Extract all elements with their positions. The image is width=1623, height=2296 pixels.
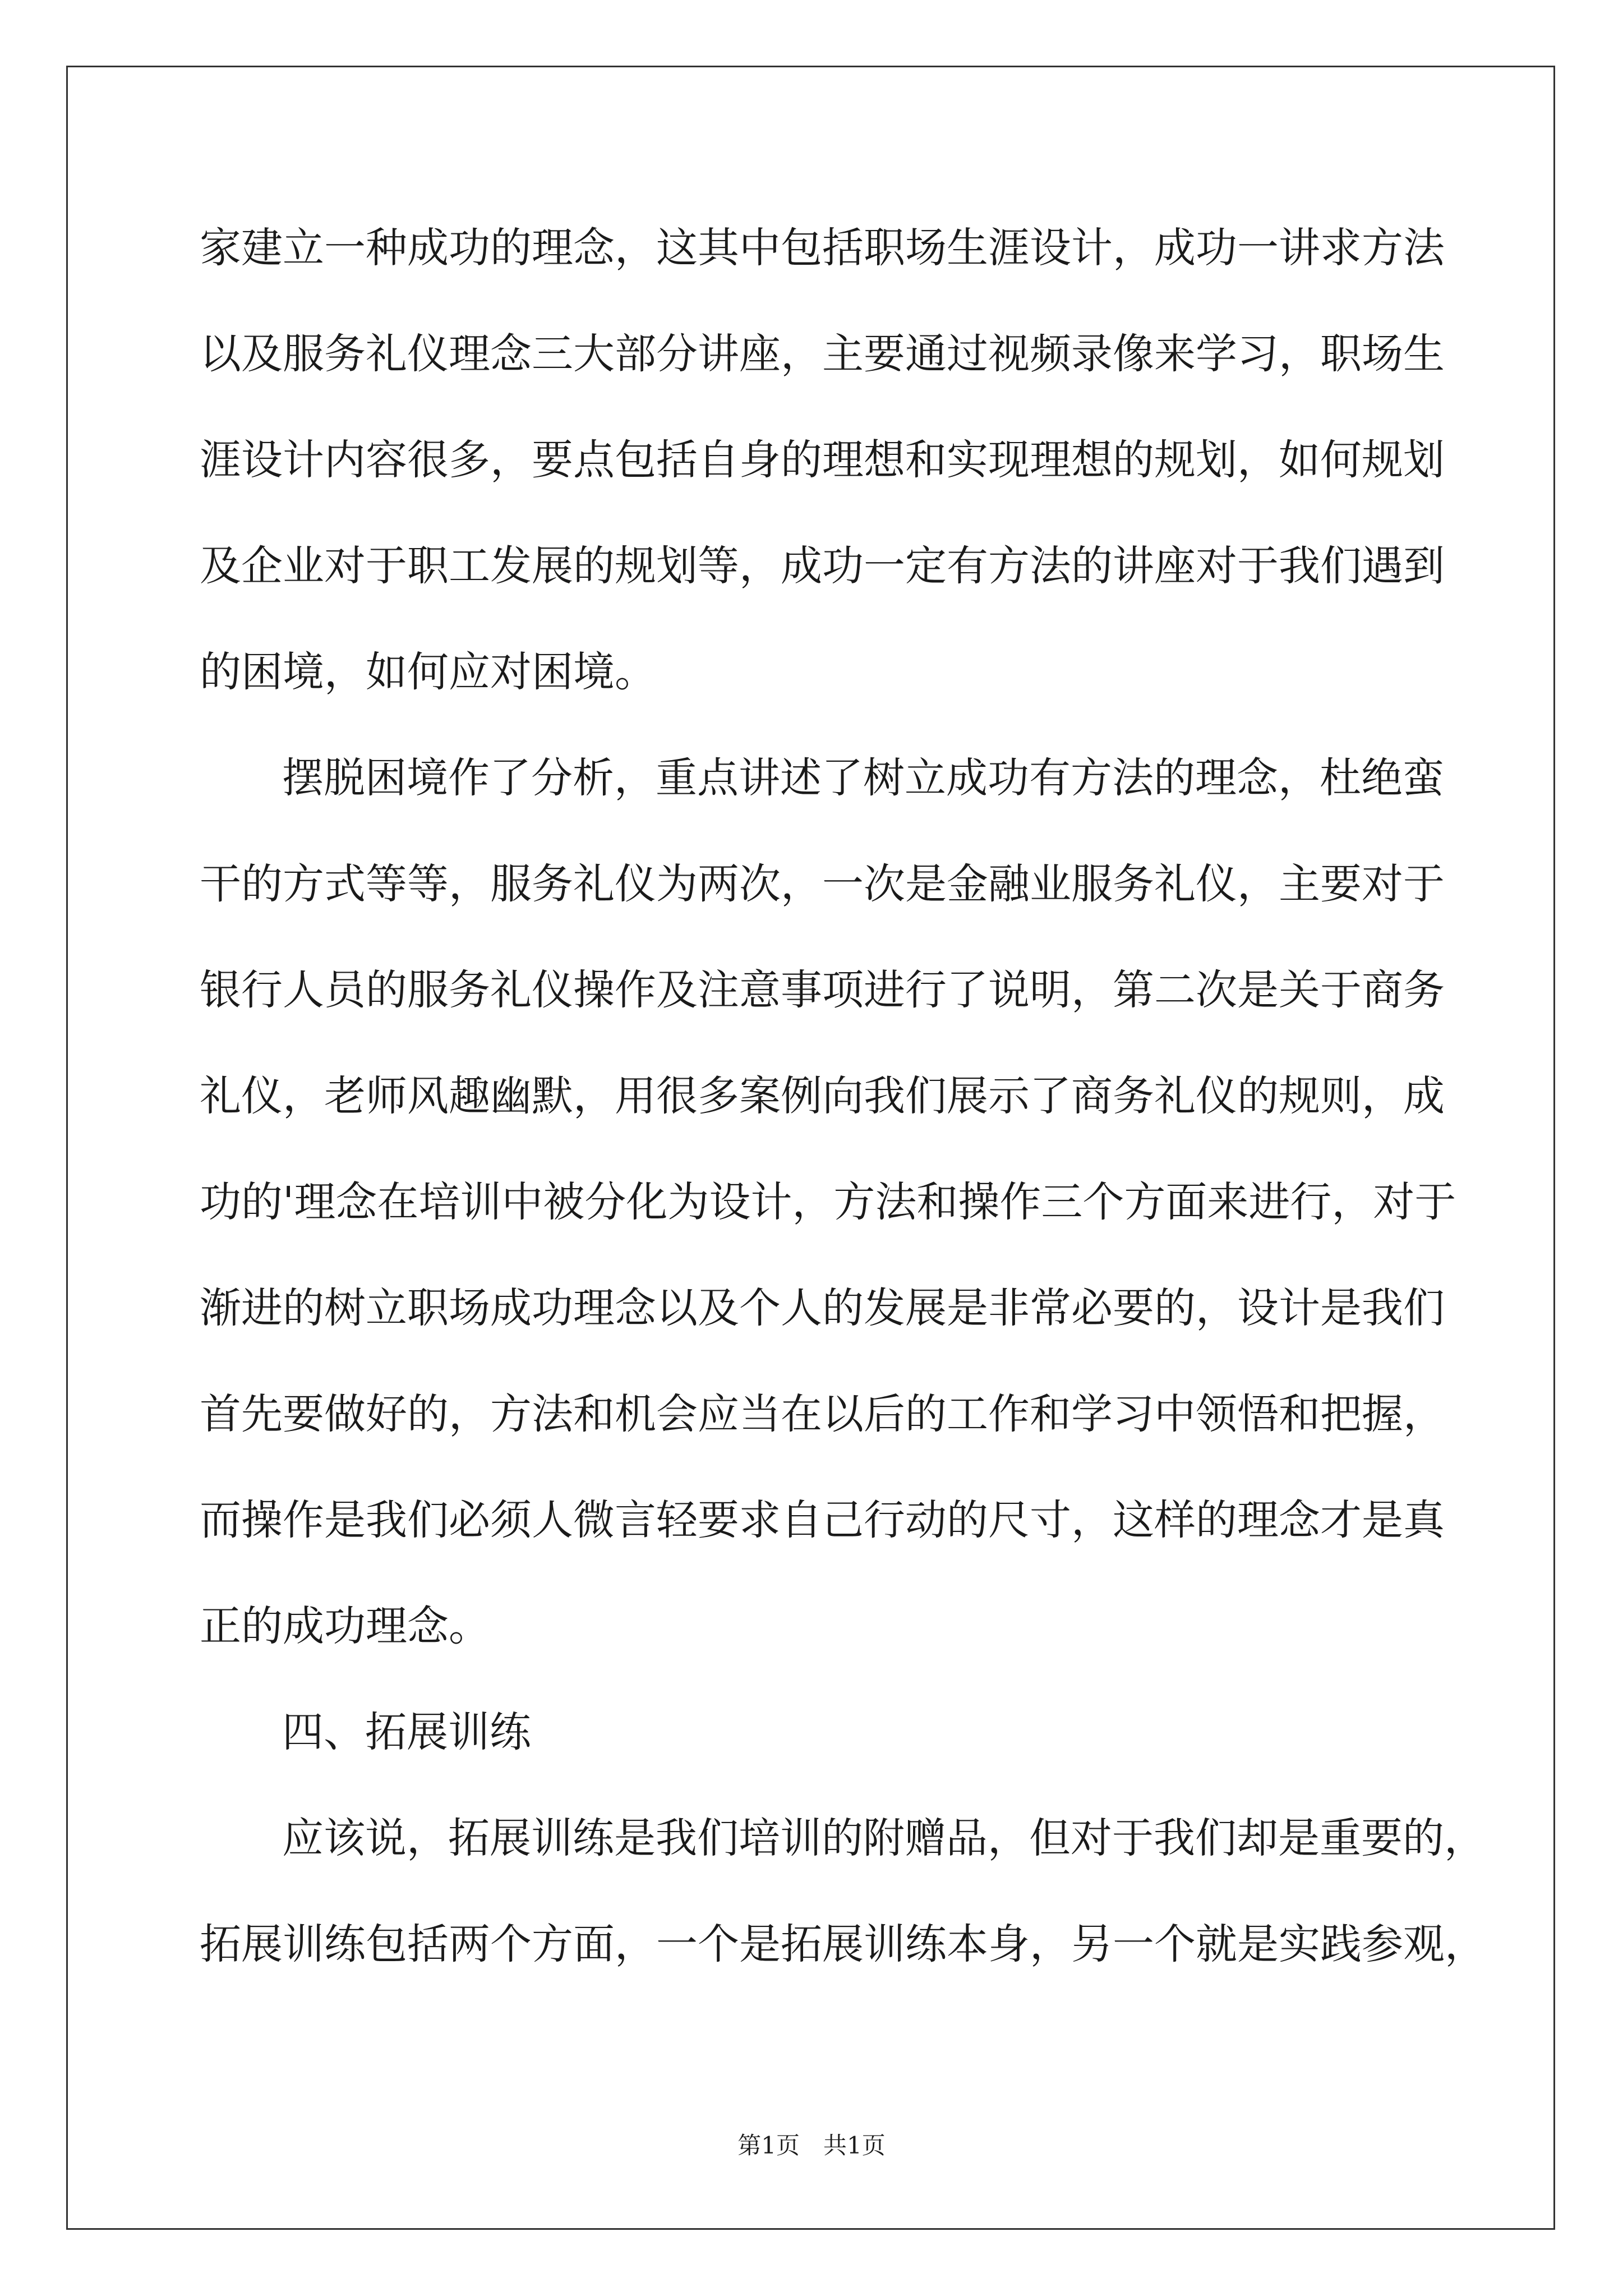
text-line: 拓展训练包括两个方面，一个是拓展训练本身，另一个就是实践参观， bbox=[200, 1920, 1486, 1968]
page-border bbox=[66, 66, 1555, 2230]
text-line: 及企业对于职工发展的规划等，成功一定有方法的讲座对于我们遇到 bbox=[200, 542, 1445, 590]
paragraph-first-line: 应该说，拓展训练是我们培训的附赠品，但对于我们却是重要的， bbox=[282, 1814, 1486, 1862]
text-line: 家建立一种成功的理念，这其中包括职场生涯设计，成功一讲求方法 bbox=[200, 224, 1445, 272]
text-line: 渐进的树立职场成功理念以及个人的发展是非常必要的，设计是我们 bbox=[200, 1284, 1445, 1332]
paragraph-first-line: 摆脱困境作了分析，重点讲述了树立成功有方法的理念，杜绝蛮 bbox=[282, 754, 1444, 802]
section-heading: 四、拓展训练 bbox=[282, 1708, 531, 1756]
text-line: 而操作是我们必须人微言轻要求自己行动的尺寸，这样的理念才是真 bbox=[200, 1496, 1445, 1544]
text-line: 正的成功理念。 bbox=[200, 1602, 490, 1650]
text-line: 涯设计内容很多，要点包括自身的理想和实现理想的规划，如何规划 bbox=[200, 436, 1445, 484]
page-footer: 第1页 共1页 bbox=[737, 2132, 886, 2159]
text-line: 以及服务礼仪理念三大部分讲座，主要通过视频录像来学习，职场生 bbox=[200, 330, 1445, 378]
text-line: 的困境，如何应对困境。 bbox=[200, 648, 656, 696]
text-line: 首先要做好的，方法和机会应当在以后的工作和学习中领悟和把握， bbox=[200, 1390, 1445, 1438]
text-line: 银行人员的服务礼仪操作及注意事项进行了说明，第二次是关于商务 bbox=[200, 966, 1445, 1014]
text-line: 礼仪，老师风趣幽默，用很多案例向我们展示了商务礼仪的规则，成 bbox=[200, 1072, 1445, 1120]
text-line: 功的'理念在培训中被分化为设计，方法和操作三个方面来进行，对于 bbox=[200, 1178, 1456, 1226]
text-line: 干的方式等等，服务礼仪为两次，一次是金融业服务礼仪，主要对于 bbox=[200, 860, 1445, 908]
